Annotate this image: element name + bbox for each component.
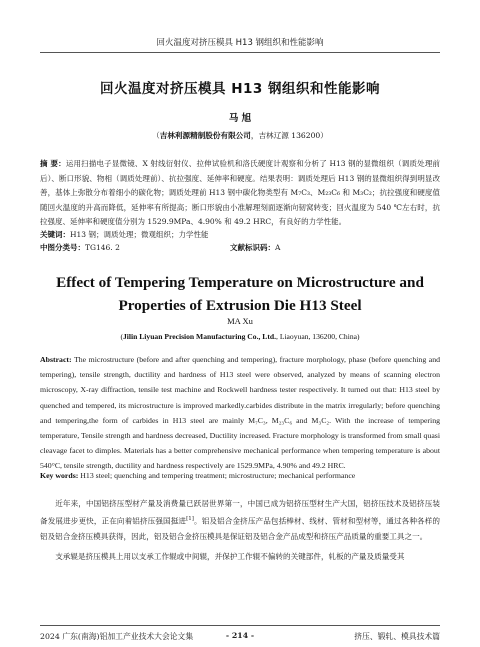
page-number: - 214 - [225, 631, 255, 640]
classification-line [40, 242, 440, 254]
body-text [40, 496, 440, 565]
en-abstract-text: The microstructure (before and after quenching and tempering), fracture morphology, phase (before quenching and tempering), tensile strength, ductility and hardness of H13 steel were observed, analyzed by means of scanning electron microscopy, X-ray diffraction, tensile test machine and Rockwell hardness tester respectively. It turned out that: H13 steel by quenched and tempered, its microstructure is improved markedly.carbides distribute in the matrix irregularly; before quenching and tempering,the form of carbides in H13 steel are mainly M₇C₃, M₂₃C₆ and M₃C₂. With the increase of tempering temperature, Tensile strength and hardness decreased, Ductility increased. Fracture morphology is transformed from small quasi cleavage facet to dimples. Materials has a better comprehensive mechanical performance when tempering temperature is about 540°C, tensile strength, ductility and hardness respectively are 1529.9MPa, 4.90% and 49.2 HRC. [40, 355, 440, 471]
doc-code [230, 242, 280, 254]
abstract-text: 运用扫描电子显微镜、X 射线衍射仪、拉伸试验机和洛氏硬度计观察和分析了 H13 钢的显微组织（调质处理前后）、断口形貌、物相（调质处理前）、抗拉强度、延伸率和硬度。结果表明：调质处理后 H13 钢的显微组织得到明显改善，基体上弥散分布着细小的碳化物；调质处理前 H13 钢中碳化物类型有 M₇C₃、M₂₃C₆ 和 M₃C₂；抗拉强度和硬度值随回火温度的升高而降低，延伸率有所提高；断口形貌由小准解理刻面逐渐向韧窝转变；回火温度为 540 ℃左右时，抗拉强度、延伸率和硬度值分别为 1529.9MPa、4.90% 和 49.2 HRC，有良好的力学性能。 [40, 159, 440, 227]
footer-proceedings: 2024 广东(南海)铝加工产业技术大会论文集 [40, 632, 194, 641]
keywords-label: 关键词： [40, 230, 70, 239]
english-abstract [40, 352, 440, 474]
class-value: TG146. 2 [85, 243, 120, 252]
chinese-keywords [40, 229, 440, 241]
footer-rule [40, 625, 440, 626]
running-header: 回火温度对挤压模具 H13 钢组织和性能影响 [156, 38, 324, 48]
header-rule [40, 52, 440, 53]
affil-rest: ，吉林辽源 136200） [250, 131, 328, 140]
citation-ref: [1] [186, 515, 194, 522]
english-title: Effect of Tempering Temperature on Microstructure and Properties of Extrusion Die H13 Steel [56, 274, 424, 314]
en-abstract-label: Abstract: [40, 355, 72, 364]
en-keywords-text: H13 steel; quenching and tempering treatment; microstructure; mechanical performance [80, 471, 356, 480]
doc-value: A [275, 243, 281, 252]
footer-section: 挤压、锻轧、模具技术篇 [354, 632, 440, 641]
body-paragraph-1 [40, 496, 440, 545]
keywords-text: H13 钢；调质处理；微观组织；力学性能 [70, 230, 209, 239]
p1-part-b: 。铝及铝合金挤压产品包括棒材、线材、管材和型材等，通过各种各样的铝及铝合金挤压模具获得，因此，铝及铝合金挤压模具是保证铝及铝合金产品成型和挤压产品质量的重要工具之一。 [40, 516, 441, 542]
chinese-title: 回火温度对挤压模具 H13 钢组织和性能影响 [100, 81, 380, 97]
english-author: MA Xu [227, 316, 253, 326]
abstract-label: 摘 要： [40, 159, 66, 168]
body-paragraph-2: 支承辊是挤压模具上用以支承工作辊或中间辊，并保护工作辊不偏转的关键部件，轧板的产量及质量受其 [55, 551, 405, 561]
affil-company: 吉林利源精制股份有限公司 [159, 131, 251, 140]
en-affil-open: ( [120, 332, 123, 341]
class-label: 中图分类号： [40, 243, 85, 252]
en-affil-company: Jilin Liyuan Precision Manufacturing Co., Ltd. [122, 332, 277, 341]
affil-open: （ [152, 131, 160, 140]
chinese-abstract [40, 157, 440, 230]
chinese-author: 马 旭 [228, 113, 252, 124]
doc-label: 文献标识码： [230, 243, 275, 252]
chinese-affiliation [0, 130, 480, 141]
en-affil-rest: , Liaoyuan, 136200, China) [276, 332, 360, 341]
en-keywords-label: Key words: [40, 471, 79, 480]
english-affiliation [0, 332, 480, 341]
english-keywords [40, 470, 440, 482]
p1-part-a: 近年来，中国铝挤压型材产量及消费量已跃居世界第一，中国已成为铝挤压型材生产大国，铝挤压技术及铝挤压装备发展进步更快，正在向着铝挤压强国挺进 [40, 499, 440, 526]
